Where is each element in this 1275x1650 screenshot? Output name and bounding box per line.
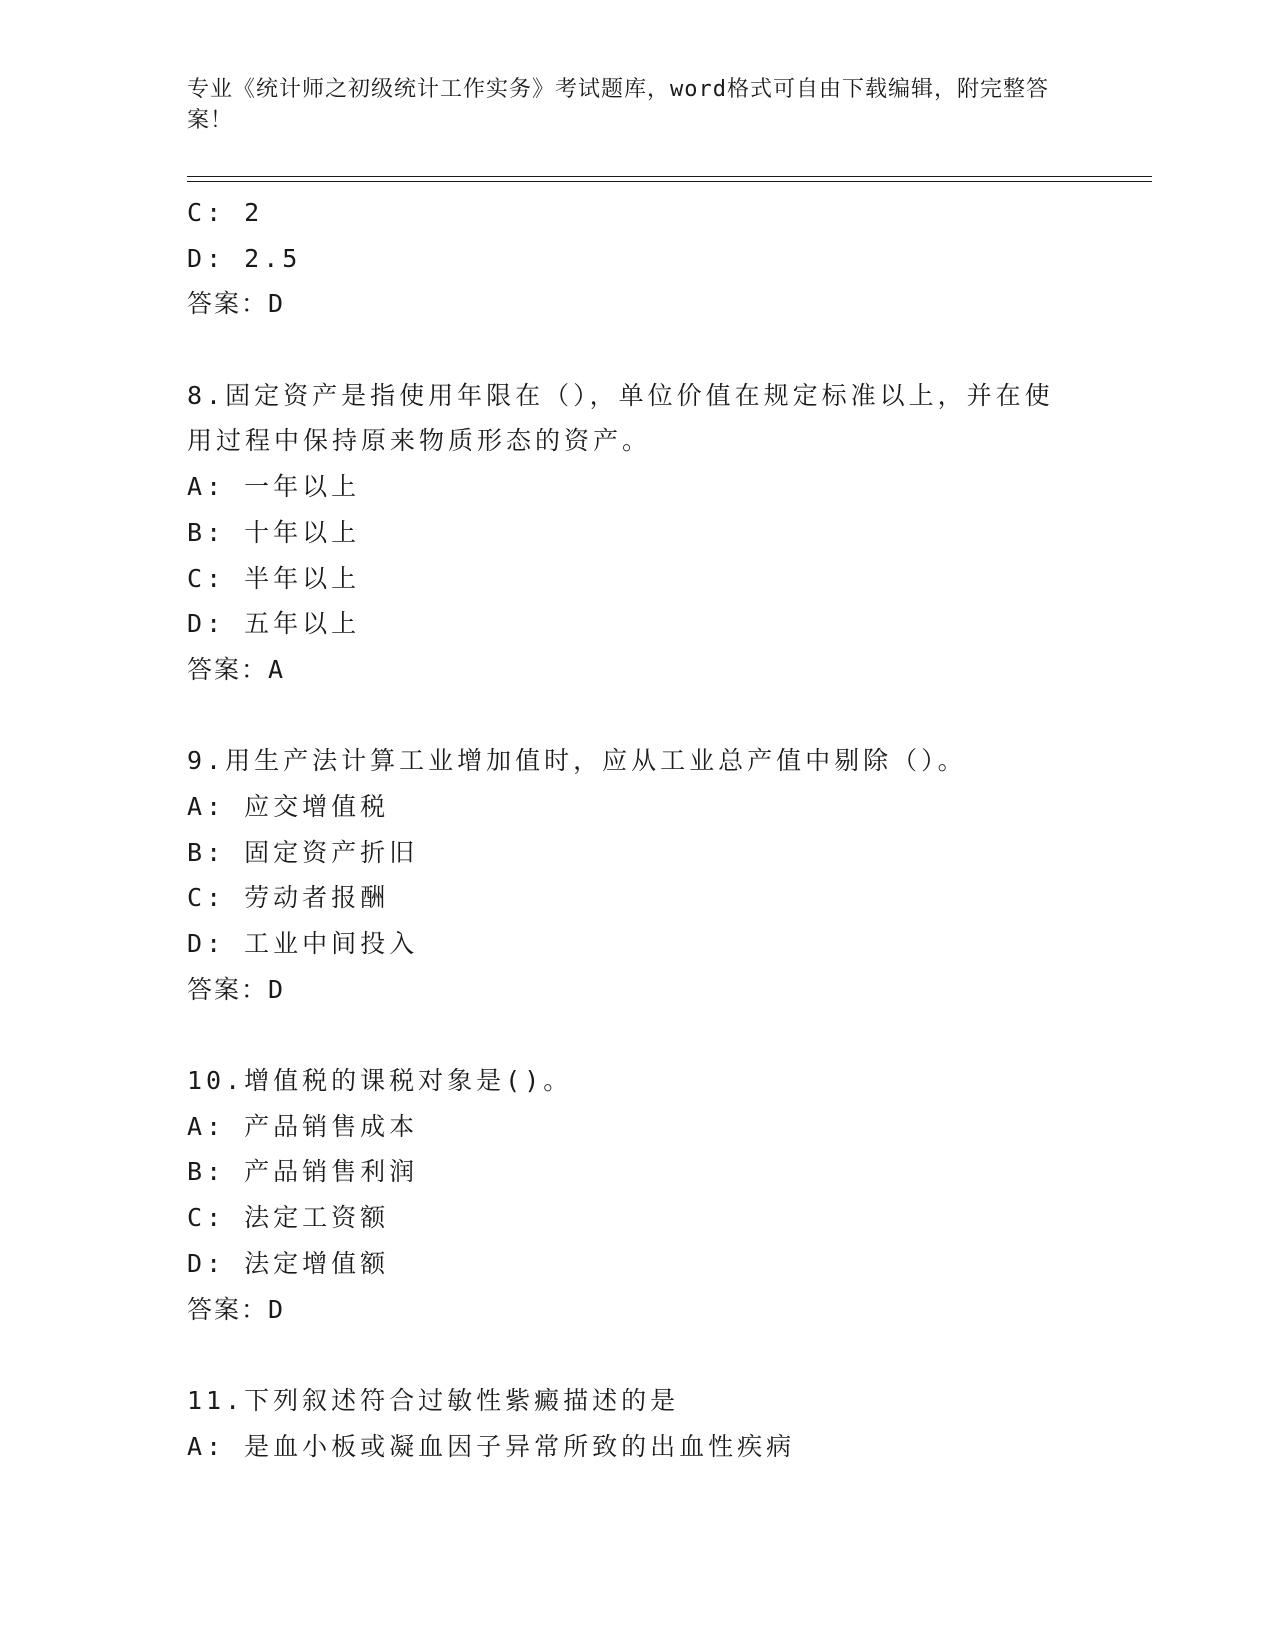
question-stem: 9.用生产法计算工业增加值时，应从工业总产值中剔除（）。	[187, 746, 967, 776]
option-b: B: 十年以上	[187, 517, 361, 547]
question-stem: 10.增值税的课税对象是()。	[187, 1066, 573, 1096]
question-10	[187, 1058, 1087, 1332]
option-d: D: 工业中间投入	[187, 929, 419, 958]
option-a: A: 一年以上	[187, 472, 361, 502]
question-8	[187, 373, 1087, 693]
question-stem-continued: 用过程中保持原来物质形态的资产。	[187, 426, 652, 456]
option-d: D: 法定增值额	[187, 1248, 390, 1278]
document-header	[187, 74, 1067, 136]
header-text: 专业《统计师之初级统计工作实务》考试题库，word格式可自由下载编辑，附完整答案！	[187, 77, 1049, 133]
header-divider-top	[187, 176, 1152, 177]
answer-line: 答案：D	[187, 1294, 286, 1324]
option-d: D: 2.5	[187, 243, 302, 273]
option-c: C: 劳动者报酬	[187, 883, 390, 913]
option-d: D: 五年以上	[187, 609, 361, 639]
option-a: A: 是血小板或凝血因子异常所致的出血性疾病	[187, 1431, 796, 1461]
question-9	[187, 738, 1087, 1012]
option-a: A: 应交增值税	[187, 791, 390, 821]
option-b: B: 固定资产折旧	[187, 837, 419, 867]
question-list	[187, 190, 1087, 1469]
option-c: C: 2	[187, 198, 264, 227]
question-stem: 11.下列叙述符合过敏性紫癜描述的是	[187, 1385, 680, 1415]
answer-line: 答案：D	[187, 974, 286, 1004]
option-a: A: 产品销售成本	[187, 1111, 419, 1141]
option-c: C: 法定工资额	[187, 1203, 390, 1233]
question-stem: 8.固定资产是指使用年限在（），单位价值在规定标准以上，并在使	[187, 380, 1054, 410]
answer-line: 答案：A	[187, 654, 286, 684]
option-b: B: 产品销售利润	[187, 1157, 419, 1187]
previous-question-tail	[187, 190, 1087, 327]
answer-line: 答案：D	[187, 289, 286, 319]
option-c: C: 半年以上	[187, 563, 361, 593]
header-divider-bottom	[187, 181, 1152, 182]
question-11	[187, 1378, 1087, 1469]
